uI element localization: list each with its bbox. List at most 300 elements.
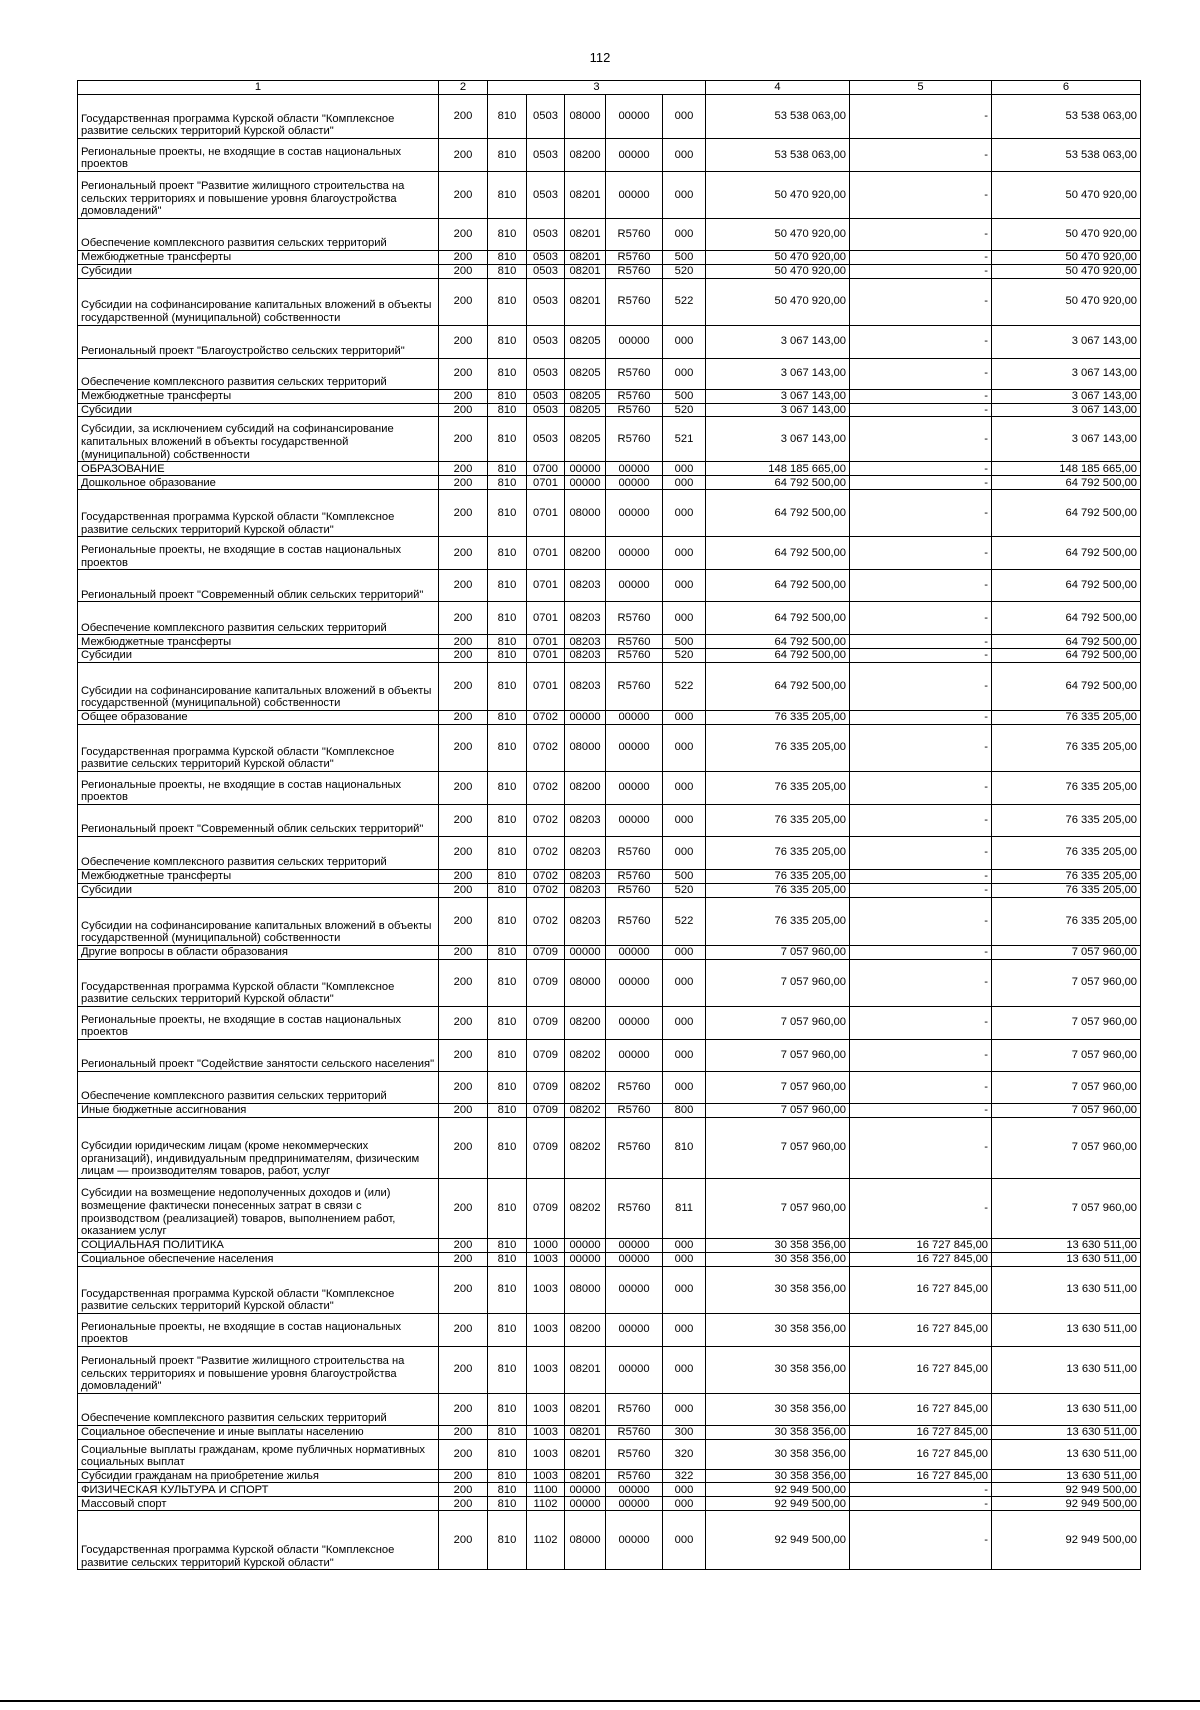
row-name: Обеспечение комплексного развития сельских территорий (78, 836, 439, 869)
row-code-3d: 00000 (606, 710, 663, 724)
row-amount-6: 64 792 500,00 (992, 490, 1141, 537)
row-code-3c: 08203 (565, 570, 606, 602)
row-code-3a: 810 (488, 1483, 527, 1497)
row-code-3d: R5760 (606, 1071, 663, 1103)
row-name: Субсидии на софинансирование капитальных вложений в объекты государственной (муниципальной) собственности (78, 897, 439, 945)
row-name: Субсидии на софинансирование капитальных вложений в объекты государственной (муниципальной) собственности (78, 278, 439, 325)
row-code-2: 200 (439, 325, 488, 358)
row-code-3d: R5760 (606, 1469, 663, 1483)
row-code-3d: 00000 (606, 804, 663, 836)
row-name: ФИЗИЧЕСКАЯ КУЛЬТУРА И СПОРТ (78, 1483, 439, 1497)
row-amount-4: 30 358 356,00 (706, 1346, 850, 1393)
row-code-2: 200 (439, 570, 488, 602)
row-amount-6: 76 335 205,00 (992, 710, 1141, 724)
row-code-3e: 000 (663, 219, 706, 251)
row-name: Межбюджетные трансферты (78, 251, 439, 265)
row-amount-6: 7 057 960,00 (992, 945, 1141, 959)
row-code-3a: 810 (488, 417, 527, 462)
row-amount-6: 76 335 205,00 (992, 897, 1141, 945)
row-amount-6: 3 067 143,00 (992, 325, 1141, 358)
table-row (78, 325, 1141, 358)
row-amount-6: 13 630 511,00 (992, 1393, 1141, 1425)
table-row (78, 1071, 1141, 1103)
row-code-3c: 08205 (565, 325, 606, 358)
row-amount-5: - (850, 602, 992, 635)
row-code-3e: 000 (663, 1039, 706, 1071)
row-code-3a: 810 (488, 537, 527, 570)
row-amount-4: 30 358 356,00 (706, 1238, 850, 1252)
row-amount-6: 92 949 500,00 (992, 1511, 1141, 1570)
row-amount-5: 16 727 845,00 (850, 1393, 992, 1425)
row-code-3b: 1003 (527, 1346, 565, 1393)
row-code-3c: 00000 (565, 476, 606, 490)
row-name: Региональный проект "Современный облик сельских территорий" (78, 570, 439, 602)
row-code-3d: R5760 (606, 1393, 663, 1425)
table-row (78, 358, 1141, 389)
row-code-3b: 0503 (527, 219, 565, 251)
row-name: Субсидии гражданам на приобретение жилья (78, 1469, 439, 1483)
table-row (78, 139, 1141, 172)
table-row (78, 1266, 1141, 1313)
row-amount-4: 64 792 500,00 (706, 537, 850, 570)
row-amount-4: 30 358 356,00 (706, 1439, 850, 1469)
row-code-3c: 08000 (565, 490, 606, 537)
row-code-3d: R5760 (606, 219, 663, 251)
row-code-3d: 00000 (606, 1252, 663, 1266)
row-code-3a: 810 (488, 662, 527, 710)
row-name: Региональные проекты, не входящие в состав национальных проектов (78, 1006, 439, 1039)
row-code-3c: 08201 (565, 251, 606, 265)
row-code-3d: R5760 (606, 403, 663, 417)
row-code-3e: 000 (663, 490, 706, 537)
row-code-3b: 0709 (527, 1117, 565, 1178)
table-row (78, 1103, 1141, 1117)
row-amount-5: - (850, 1103, 992, 1117)
row-code-3a: 810 (488, 897, 527, 945)
row-name: Субсидии (78, 883, 439, 897)
row-code-2: 200 (439, 635, 488, 649)
row-code-3e: 520 (663, 883, 706, 897)
row-code-3a: 810 (488, 1511, 527, 1570)
row-code-3a: 810 (488, 325, 527, 358)
row-code-3a: 810 (488, 1071, 527, 1103)
row-code-3b: 0503 (527, 139, 565, 172)
row-amount-6: 64 792 500,00 (992, 602, 1141, 635)
row-amount-4: 92 949 500,00 (706, 1483, 850, 1497)
row-amount-5: - (850, 139, 992, 172)
row-code-3e: 500 (663, 635, 706, 649)
row-amount-5: - (850, 278, 992, 325)
row-code-2: 200 (439, 1117, 488, 1178)
row-amount-6: 7 057 960,00 (992, 1178, 1141, 1238)
row-code-3c: 08000 (565, 1511, 606, 1570)
row-amount-6: 3 067 143,00 (992, 403, 1141, 417)
row-amount-6: 3 067 143,00 (992, 358, 1141, 389)
row-amount-5: - (850, 1006, 992, 1039)
row-code-2: 200 (439, 771, 488, 804)
row-code-3b: 0709 (527, 1071, 565, 1103)
row-amount-4: 3 067 143,00 (706, 358, 850, 389)
table-row (78, 1039, 1141, 1071)
row-code-3a: 810 (488, 1266, 527, 1313)
row-amount-6: 13 630 511,00 (992, 1266, 1141, 1313)
row-code-3d: R5760 (606, 265, 663, 279)
row-name: Государственная программа Курской области "Комплексное развитие сельских территорий Курской области" (78, 724, 439, 771)
row-name: Субсидии на возмещение недополученных доходов и (или) возмещение фактически понесенных затрат в связи с производством (реализацией) товаров, выполнением работ, оказанием услуг (78, 1178, 439, 1238)
row-amount-5: - (850, 635, 992, 649)
row-code-2: 200 (439, 1346, 488, 1393)
row-amount-6: 13 630 511,00 (992, 1425, 1141, 1439)
row-code-3d: 00000 (606, 771, 663, 804)
row-amount-4: 30 358 356,00 (706, 1313, 850, 1346)
row-amount-4: 30 358 356,00 (706, 1425, 850, 1439)
row-code-3c: 08203 (565, 649, 606, 663)
row-code-3e: 000 (663, 724, 706, 771)
row-code-2: 200 (439, 278, 488, 325)
row-amount-5: 16 727 845,00 (850, 1252, 992, 1266)
row-amount-4: 64 792 500,00 (706, 476, 850, 490)
row-code-3c: 00000 (565, 1238, 606, 1252)
row-name: Субсидии, за исключением субсидий на софинансирование капитальных вложений в объекты государственной (муниципальной) собственности (78, 417, 439, 462)
row-amount-6: 53 538 063,00 (992, 95, 1141, 139)
row-amount-5: 16 727 845,00 (850, 1425, 992, 1439)
row-name: Региональные проекты, не входящие в состав национальных проектов (78, 1313, 439, 1346)
row-code-3b: 0702 (527, 836, 565, 869)
table-row (78, 1469, 1141, 1483)
row-amount-6: 50 470 920,00 (992, 265, 1141, 279)
row-amount-4: 30 358 356,00 (706, 1393, 850, 1425)
row-code-2: 200 (439, 251, 488, 265)
table-row (78, 602, 1141, 635)
row-code-3a: 810 (488, 1103, 527, 1117)
row-amount-4: 7 057 960,00 (706, 959, 850, 1006)
table-row (78, 1393, 1141, 1425)
table-row (78, 1511, 1141, 1570)
table-row (78, 1346, 1141, 1393)
row-code-3e: 522 (663, 662, 706, 710)
row-code-2: 200 (439, 1439, 488, 1469)
row-code-2: 200 (439, 662, 488, 710)
row-amount-6: 7 057 960,00 (992, 1006, 1141, 1039)
row-amount-4: 92 949 500,00 (706, 1511, 850, 1570)
row-amount-5: - (850, 1483, 992, 1497)
row-code-3b: 1003 (527, 1439, 565, 1469)
row-code-3d: R5760 (606, 602, 663, 635)
row-code-3d: 00000 (606, 570, 663, 602)
row-amount-5: - (850, 265, 992, 279)
row-code-3e: 500 (663, 251, 706, 265)
row-amount-4: 53 538 063,00 (706, 95, 850, 139)
row-code-3a: 810 (488, 476, 527, 490)
row-code-3a: 810 (488, 265, 527, 279)
row-code-3a: 810 (488, 1439, 527, 1469)
table-row (78, 476, 1141, 490)
row-amount-6: 76 335 205,00 (992, 883, 1141, 897)
row-code-3e: 000 (663, 1511, 706, 1570)
row-amount-4: 64 792 500,00 (706, 635, 850, 649)
row-code-2: 200 (439, 836, 488, 869)
row-code-3a: 810 (488, 139, 527, 172)
row-code-3e: 500 (663, 869, 706, 883)
row-code-2: 200 (439, 95, 488, 139)
row-code-2: 200 (439, 897, 488, 945)
row-name: ОБРАЗОВАНИЕ (78, 462, 439, 476)
row-code-3c: 08203 (565, 883, 606, 897)
row-amount-5: - (850, 389, 992, 403)
row-code-3c: 08201 (565, 1469, 606, 1483)
row-amount-5: - (850, 804, 992, 836)
row-amount-5: - (850, 172, 992, 219)
table-row (78, 570, 1141, 602)
col-header-3: 3 (488, 81, 706, 95)
row-code-3c: 08203 (565, 897, 606, 945)
row-code-3e: 000 (663, 710, 706, 724)
row-code-3d: 00000 (606, 1039, 663, 1071)
row-amount-5: - (850, 537, 992, 570)
row-amount-4: 7 057 960,00 (706, 1039, 850, 1071)
row-amount-4: 3 067 143,00 (706, 389, 850, 403)
row-amount-5: - (850, 724, 992, 771)
row-amount-4: 64 792 500,00 (706, 602, 850, 635)
row-code-3e: 522 (663, 278, 706, 325)
row-name: Обеспечение комплексного развития сельских территорий (78, 602, 439, 635)
row-code-3c: 00000 (565, 1252, 606, 1266)
row-code-3d: R5760 (606, 662, 663, 710)
row-code-3e: 521 (663, 417, 706, 462)
row-code-3b: 0709 (527, 959, 565, 1006)
row-amount-6: 50 470 920,00 (992, 219, 1141, 251)
col-header-6: 6 (992, 81, 1141, 95)
table-row (78, 403, 1141, 417)
row-code-3d: 00000 (606, 462, 663, 476)
row-amount-6: 3 067 143,00 (992, 389, 1141, 403)
row-code-3a: 810 (488, 959, 527, 1006)
row-code-3a: 810 (488, 602, 527, 635)
row-code-3e: 000 (663, 1313, 706, 1346)
row-name: Региональные проекты, не входящие в состав национальных проектов (78, 771, 439, 804)
row-code-3e: 000 (663, 476, 706, 490)
row-code-3a: 810 (488, 1006, 527, 1039)
row-code-3d: 00000 (606, 1266, 663, 1313)
row-code-3b: 0503 (527, 389, 565, 403)
row-code-3b: 0701 (527, 537, 565, 570)
row-amount-4: 92 949 500,00 (706, 1497, 850, 1511)
row-code-3c: 08205 (565, 417, 606, 462)
row-code-3d: 00000 (606, 724, 663, 771)
row-code-3e: 000 (663, 602, 706, 635)
row-amount-6: 50 470 920,00 (992, 172, 1141, 219)
row-code-2: 200 (439, 804, 488, 836)
row-amount-5: - (850, 836, 992, 869)
row-name: Общее образование (78, 710, 439, 724)
row-code-3c: 08000 (565, 724, 606, 771)
row-code-3a: 810 (488, 869, 527, 883)
row-code-2: 200 (439, 1497, 488, 1511)
row-code-2: 200 (439, 476, 488, 490)
row-amount-4: 76 335 205,00 (706, 836, 850, 869)
row-code-3c: 08203 (565, 804, 606, 836)
row-amount-6: 76 335 205,00 (992, 804, 1141, 836)
row-code-3a: 810 (488, 278, 527, 325)
row-code-3c: 08203 (565, 662, 606, 710)
row-amount-5: - (850, 358, 992, 389)
row-code-3d: 00000 (606, 325, 663, 358)
row-code-3b: 0701 (527, 602, 565, 635)
row-amount-6: 13 630 511,00 (992, 1238, 1141, 1252)
row-code-3c: 08202 (565, 1071, 606, 1103)
table-row (78, 649, 1141, 663)
row-code-2: 200 (439, 724, 488, 771)
row-code-3d: 00000 (606, 139, 663, 172)
row-code-3a: 810 (488, 710, 527, 724)
row-code-3e: 520 (663, 265, 706, 279)
row-code-2: 200 (439, 883, 488, 897)
row-amount-6: 76 335 205,00 (992, 836, 1141, 869)
row-amount-6: 64 792 500,00 (992, 476, 1141, 490)
row-code-3c: 00000 (565, 1483, 606, 1497)
row-amount-5: - (850, 883, 992, 897)
row-code-3e: 500 (663, 389, 706, 403)
row-code-3c: 08202 (565, 1178, 606, 1238)
row-code-3b: 0503 (527, 278, 565, 325)
row-code-3e: 000 (663, 537, 706, 570)
row-code-3c: 00000 (565, 462, 606, 476)
table-row (78, 771, 1141, 804)
row-code-2: 200 (439, 403, 488, 417)
row-amount-4: 3 067 143,00 (706, 325, 850, 358)
row-name: Государственная программа Курской области "Комплексное развитие сельских территорий Курской области" (78, 95, 439, 139)
row-amount-4: 3 067 143,00 (706, 403, 850, 417)
row-amount-6: 13 630 511,00 (992, 1346, 1141, 1393)
row-amount-5: - (850, 959, 992, 1006)
row-code-3a: 810 (488, 771, 527, 804)
row-amount-5: - (850, 476, 992, 490)
row-code-3c: 08200 (565, 1313, 606, 1346)
row-code-3a: 810 (488, 1425, 527, 1439)
table-row (78, 389, 1141, 403)
row-code-3c: 08202 (565, 1103, 606, 1117)
row-amount-5: 16 727 845,00 (850, 1238, 992, 1252)
row-code-3a: 810 (488, 462, 527, 476)
row-amount-4: 50 470 920,00 (706, 278, 850, 325)
row-code-2: 200 (439, 1103, 488, 1117)
row-code-3d: R5760 (606, 389, 663, 403)
row-amount-5: - (850, 462, 992, 476)
row-amount-4: 7 057 960,00 (706, 1103, 850, 1117)
row-amount-4: 76 335 205,00 (706, 724, 850, 771)
row-amount-5: - (850, 95, 992, 139)
row-code-3d: 00000 (606, 959, 663, 1006)
row-code-3c: 08203 (565, 602, 606, 635)
row-name: Региональный проект "Благоустройство сельских территорий" (78, 325, 439, 358)
row-amount-5: - (850, 1117, 992, 1178)
row-name: Государственная программа Курской области "Комплексное развитие сельских территорий Курской области" (78, 959, 439, 1006)
row-code-2: 200 (439, 1469, 488, 1483)
row-name: Социальное обеспечение и иные выплаты населению (78, 1425, 439, 1439)
row-code-2: 200 (439, 219, 488, 251)
row-name: Межбюджетные трансферты (78, 869, 439, 883)
row-code-3a: 810 (488, 358, 527, 389)
row-code-3b: 0503 (527, 358, 565, 389)
row-code-3e: 000 (663, 959, 706, 1006)
row-code-3a: 810 (488, 635, 527, 649)
row-amount-4: 76 335 205,00 (706, 804, 850, 836)
row-name: Субсидии (78, 403, 439, 417)
row-amount-6: 64 792 500,00 (992, 662, 1141, 710)
row-code-2: 200 (439, 1511, 488, 1570)
row-code-3b: 0701 (527, 570, 565, 602)
row-code-3c: 08200 (565, 537, 606, 570)
row-code-3c: 08202 (565, 1039, 606, 1071)
row-code-3c: 08000 (565, 95, 606, 139)
row-code-3e: 000 (663, 945, 706, 959)
row-code-3d: 00000 (606, 1497, 663, 1511)
row-amount-6: 64 792 500,00 (992, 537, 1141, 570)
row-code-3b: 1000 (527, 1238, 565, 1252)
row-code-3d: 00000 (606, 490, 663, 537)
row-code-3b: 0702 (527, 724, 565, 771)
row-amount-5: - (850, 490, 992, 537)
table-row (78, 662, 1141, 710)
row-amount-5: 16 727 845,00 (850, 1346, 992, 1393)
row-code-3c: 08201 (565, 1346, 606, 1393)
row-code-3a: 810 (488, 649, 527, 663)
row-name: Межбюджетные трансферты (78, 389, 439, 403)
row-code-3b: 1102 (527, 1511, 565, 1570)
table-row (78, 417, 1141, 462)
row-name: Другие вопросы в области образования (78, 945, 439, 959)
table-row (78, 724, 1141, 771)
row-amount-5: 16 727 845,00 (850, 1313, 992, 1346)
row-code-3b: 1100 (527, 1483, 565, 1497)
row-code-2: 200 (439, 490, 488, 537)
row-code-3a: 810 (488, 1393, 527, 1425)
row-code-3d: 00000 (606, 1006, 663, 1039)
row-code-2: 200 (439, 1039, 488, 1071)
table-row (78, 635, 1141, 649)
row-code-2: 200 (439, 1006, 488, 1039)
row-code-3b: 0503 (527, 172, 565, 219)
row-code-3a: 810 (488, 219, 527, 251)
row-code-3e: 000 (663, 836, 706, 869)
row-amount-4: 76 335 205,00 (706, 771, 850, 804)
row-code-3b: 1003 (527, 1469, 565, 1483)
row-code-3b: 0709 (527, 945, 565, 959)
row-code-3a: 810 (488, 1117, 527, 1178)
row-amount-6: 76 335 205,00 (992, 771, 1141, 804)
row-code-3b: 0709 (527, 1006, 565, 1039)
row-code-3e: 520 (663, 649, 706, 663)
row-code-3a: 810 (488, 1469, 527, 1483)
row-code-3e: 300 (663, 1425, 706, 1439)
row-name: Региональный проект "Развитие жилищного строительства на сельских территориях и повышение уровня благоустройства домовладений" (78, 1346, 439, 1393)
row-name: Обеспечение комплексного развития сельских территорий (78, 1071, 439, 1103)
row-code-2: 200 (439, 959, 488, 1006)
page-bottom-rule (0, 1700, 1200, 1702)
row-amount-5: - (850, 897, 992, 945)
table-row (78, 490, 1141, 537)
row-amount-5: - (850, 1178, 992, 1238)
col-header-2: 2 (439, 81, 488, 95)
row-code-3d: R5760 (606, 358, 663, 389)
row-code-3b: 0503 (527, 95, 565, 139)
row-amount-6: 13 630 511,00 (992, 1439, 1141, 1469)
row-name: Обеспечение комплексного развития сельских территорий (78, 1393, 439, 1425)
row-code-3b: 0701 (527, 490, 565, 537)
row-code-3c: 00000 (565, 710, 606, 724)
row-amount-4: 76 335 205,00 (706, 883, 850, 897)
row-code-3d: R5760 (606, 635, 663, 649)
